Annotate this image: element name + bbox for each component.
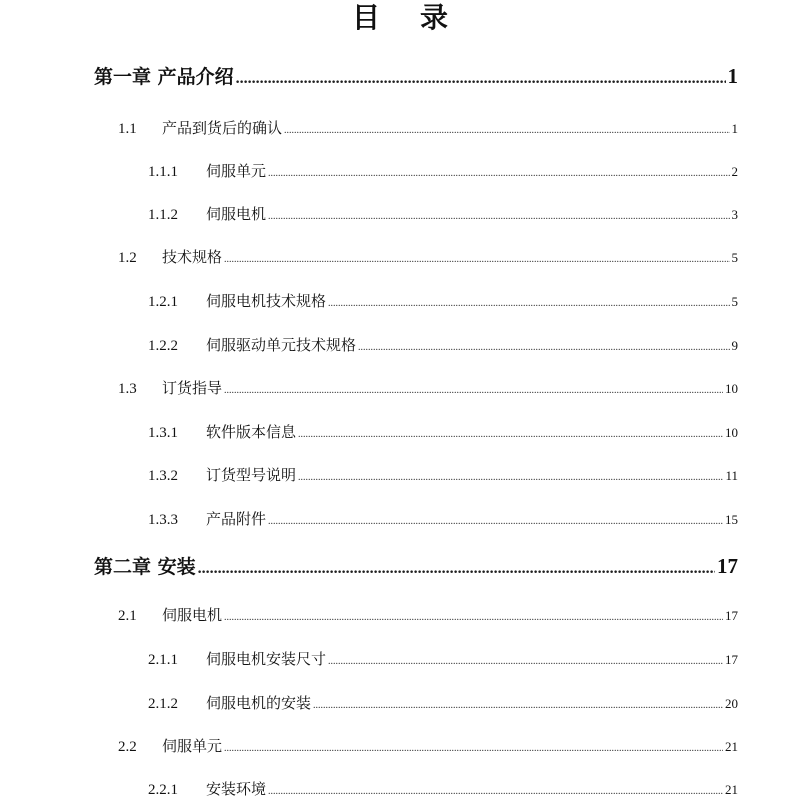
toc-entry-page: 5 xyxy=(731,250,738,265)
toc-entry-page: 15 xyxy=(725,512,738,527)
toc-entry-text: 第一章 产品介绍 xyxy=(94,66,234,88)
dot-leader xyxy=(268,786,723,797)
toc-entry-number: 2.1.1 xyxy=(148,652,178,668)
toc-entry-number: 1.3.3 xyxy=(148,512,178,528)
toc-entry-page: 10 xyxy=(725,425,738,440)
toc-entry-text: 订货指导 xyxy=(162,379,223,397)
toc-entry-number: 1.3.1 xyxy=(148,425,178,441)
toc-entry-page: 11 xyxy=(725,468,738,483)
dot-leader xyxy=(328,298,729,309)
toc-entry-text: 第二章 安装 xyxy=(94,556,196,578)
dot-leader xyxy=(198,560,715,578)
dot-leader xyxy=(313,700,723,711)
toc-entry-text: 产品附件 xyxy=(206,510,267,528)
toc-entry-text: 安装环境 xyxy=(206,780,267,798)
toc-entry-text: 伺服电机的安装 xyxy=(206,694,312,712)
toc-entry-text: 技术规格 xyxy=(162,248,223,266)
toc-entry-page: 9 xyxy=(731,338,738,353)
toc-section-1-2[interactable] xyxy=(118,246,738,267)
toc-entry-text: 软件版本信息 xyxy=(206,423,297,441)
dot-leader xyxy=(268,168,729,179)
toc-section-1-1[interactable] xyxy=(118,117,738,138)
toc-entry-page: 1 xyxy=(731,121,738,136)
toc-entry-text: 伺服单元 xyxy=(206,162,267,180)
dot-leader xyxy=(236,70,726,88)
toc-entry-text: 伺服电机 xyxy=(162,606,223,624)
toc-entry-text: 订货型号说明 xyxy=(206,466,297,484)
toc-entry-number: 2.1 xyxy=(118,608,137,624)
toc-entry-number: 2.2 xyxy=(118,739,137,755)
toc-entry-page: 1 xyxy=(727,64,738,88)
dot-leader xyxy=(358,342,729,353)
toc-section-2-1[interactable] xyxy=(118,604,738,625)
toc-section-1-2-1[interactable] xyxy=(148,290,738,311)
dot-leader xyxy=(224,385,723,396)
toc-section-1-3-1[interactable] xyxy=(148,421,738,442)
toc-entry-page: 10 xyxy=(725,381,738,396)
dot-leader xyxy=(268,211,729,222)
toc-entry-number: 1.2.2 xyxy=(148,338,178,354)
toc-chapter-1[interactable] xyxy=(94,62,738,89)
toc-entry-number: 2.2.1 xyxy=(148,782,178,798)
toc-entry-number: 1.1.1 xyxy=(148,164,178,180)
toc-section-2-1-1[interactable] xyxy=(148,648,738,669)
dot-leader xyxy=(224,743,723,754)
page-title: 目录 xyxy=(351,1,488,34)
toc-entry-number: 2.1.2 xyxy=(148,696,178,712)
toc-section-1-1-2[interactable] xyxy=(148,203,738,224)
toc-entry-page: 21 xyxy=(725,782,738,797)
toc-entry-number: 1.3.2 xyxy=(148,468,178,484)
dot-leader xyxy=(328,656,723,667)
toc-entry-page: 5 xyxy=(731,294,738,309)
toc-entry-number: 1.3 xyxy=(118,381,137,397)
toc-section-2-2[interactable] xyxy=(118,735,738,756)
toc-entry-text: 伺服驱动单元技术规格 xyxy=(206,336,357,354)
toc-section-1-2-2[interactable] xyxy=(148,334,738,355)
dot-leader xyxy=(224,254,729,265)
toc-entry-page: 3 xyxy=(731,207,738,222)
dot-leader xyxy=(298,472,723,483)
toc-entry-page: 17 xyxy=(717,554,738,578)
toc-entry-page: 17 xyxy=(725,608,738,623)
toc-section-1-3-3[interactable] xyxy=(148,508,738,529)
toc-entry-page: 20 xyxy=(725,696,738,711)
toc-entry-text: 伺服电机技术规格 xyxy=(206,292,327,310)
toc-section-1-3[interactable] xyxy=(118,377,738,398)
toc-section-1-3-2[interactable] xyxy=(148,464,738,485)
toc-entry-text: 伺服电机安装尺寸 xyxy=(206,650,327,668)
toc-section-1-1-1[interactable] xyxy=(148,160,738,181)
toc-entry-text: 伺服单元 xyxy=(162,737,223,755)
toc-entry-number: 1.2 xyxy=(118,250,137,266)
toc-chapter-2[interactable] xyxy=(94,552,738,579)
dot-leader xyxy=(224,612,723,623)
toc-entry-text: 伺服电机 xyxy=(206,205,267,223)
toc-section-2-2-1[interactable] xyxy=(148,778,738,799)
toc-entry-page: 17 xyxy=(725,652,738,667)
dot-leader xyxy=(298,429,723,440)
toc-entry-text: 产品到货后的确认 xyxy=(162,119,283,137)
toc-entry-number: 1.1 xyxy=(118,121,137,137)
dot-leader xyxy=(284,125,729,136)
toc-entry-page: 21 xyxy=(725,739,738,754)
toc-entry-number: 1.2.1 xyxy=(148,294,178,310)
toc-section-2-1-2[interactable] xyxy=(148,692,738,713)
toc-entry-page: 2 xyxy=(731,164,738,179)
dot-leader xyxy=(268,516,723,527)
toc-entry-number: 1.1.2 xyxy=(148,207,178,223)
